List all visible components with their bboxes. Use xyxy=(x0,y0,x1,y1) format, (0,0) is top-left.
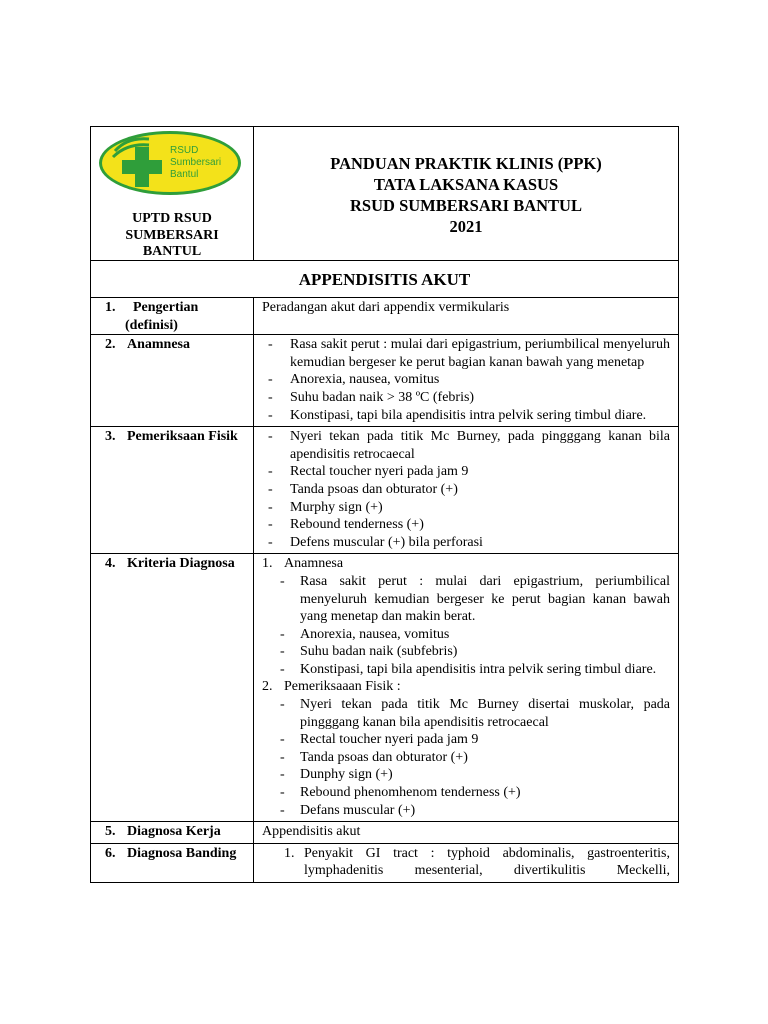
institution-line-1: UPTD RSUD xyxy=(132,211,212,226)
list-item: - Dunphy sign (+) xyxy=(262,766,670,784)
label-text: Diagnosa Kerja xyxy=(127,824,221,840)
group-heading-anamnesa xyxy=(262,555,670,573)
list-item: - Rectal toucher nyeri pada jam 9 xyxy=(262,463,670,481)
label-text: Diagnosa Banding xyxy=(127,845,237,861)
list-item: - Konstipasi, tapi bila apendisitis intra pelvik sering timbul diare. xyxy=(262,661,670,679)
list-item: - Rebound tenderness (+) xyxy=(262,516,670,534)
list-item: - Defans muscular (+) xyxy=(262,802,670,820)
label-text: Kriteria Diagnosa xyxy=(127,556,235,572)
title-line-2: TATA LAKSANA KASUS xyxy=(373,175,559,194)
list-item: - Suhu badan naik > 38 ºC (febris) xyxy=(262,389,670,407)
label-text: Anamnesa xyxy=(127,337,191,353)
document-page xyxy=(90,126,678,883)
row-number: 4. xyxy=(105,556,116,572)
logo-text-2: Sumbersari xyxy=(170,157,222,168)
list-item: - Rasa sakit perut : mulai dari epigastrium, periumbilical menyeluruh kemudian bergeser ke perut bagian kanan bawah yang menetap xyxy=(262,336,670,371)
list-item: - Rectal toucher nyeri pada jam 9 xyxy=(262,731,670,749)
row-number: 5. xyxy=(105,824,116,840)
row-pengertian xyxy=(91,298,679,335)
list-item: - Tanda psoas dan obturator (+) xyxy=(262,481,670,499)
list-item: - Defens muscular (+) bila perforasi xyxy=(262,534,670,552)
institution-line-2: SUMBERSARI xyxy=(125,227,219,243)
row-kriteria-diagnosa xyxy=(91,554,679,822)
list-item: - Suhu badan naik (subfebris) xyxy=(262,643,670,661)
institution-name xyxy=(91,211,253,261)
row-number: 3. xyxy=(105,429,116,445)
hospital-logo-icon xyxy=(97,129,243,197)
list-item: - Anorexia, nausea, vomitus xyxy=(262,371,670,389)
group-heading-pemeriksaan xyxy=(262,678,670,696)
row-diagnosa-kerja xyxy=(91,822,679,844)
list-item: - Tanda psoas dan obturator (+) xyxy=(262,749,670,767)
label-diagnosa-kerja xyxy=(91,822,254,844)
ppk-table xyxy=(90,126,679,883)
item-number: 1. xyxy=(284,845,295,861)
row-number: 6. xyxy=(105,845,116,861)
group-number: 1. xyxy=(262,556,273,572)
list-item: - Konstipasi, tapi bila apendisitis intra pelvik sering timbul diare. xyxy=(262,407,670,425)
list-item: - Anorexia, nausea, vomitus xyxy=(262,626,670,644)
item-text: Penyakit GI tract : typhoid abdominalis, gastroenteritis, lymphadenitis mesenterial, divertikulitis Meckelli, xyxy=(304,845,670,879)
label-anamnesa xyxy=(91,335,254,427)
institution-line-3: BANTUL xyxy=(142,244,202,259)
disease-title: APPENDISITIS AKUT xyxy=(91,261,679,298)
row-anamnesa xyxy=(91,335,679,427)
row-number: 2. xyxy=(105,337,116,353)
logo-text-1: RSUD xyxy=(170,145,199,156)
list-item: - Rebound phenomhenom tenderness (+) xyxy=(262,784,670,802)
value-diagnosa-banding xyxy=(254,843,679,882)
row-pemeriksaan-fisik xyxy=(91,427,679,554)
group-number: 2. xyxy=(262,679,273,695)
list-item: - Nyeri tekan pada titik Mc Burney disertai muskolar, pada pingggang kanan bila apendisitis retrocaecal xyxy=(262,696,670,731)
label-pemeriksaan-fisik xyxy=(91,427,254,554)
header-title-cell xyxy=(254,127,679,261)
header-left-cell xyxy=(91,127,254,261)
row-number: 1. xyxy=(105,300,116,315)
disease-title-row xyxy=(91,261,679,298)
value-kriteria-diagnosa xyxy=(254,554,679,822)
list-item: - Nyeri tekan pada titik Mc Burney, pada pingggang kanan bila apendisitis retrocaecal xyxy=(262,428,670,463)
group-title: Anamnesa xyxy=(284,556,344,572)
row-diagnosa-banding xyxy=(91,843,679,882)
title-line-1: PANDUAN PRAKTIK KLINIS (PPK) xyxy=(330,154,602,173)
label-diagnosa-banding xyxy=(91,843,254,882)
label-text: Pengertian xyxy=(133,300,199,315)
label-pengertian xyxy=(91,298,254,335)
header-row xyxy=(91,127,679,261)
value-anamnesa xyxy=(254,335,679,427)
logo-text-3: Bantul xyxy=(170,169,199,180)
value-pemeriksaan-fisik xyxy=(254,427,679,554)
value-diagnosa-kerja: Appendisitis akut xyxy=(254,822,679,844)
value-pengertian: Peradangan akut dari appendix vermikularis xyxy=(254,298,679,335)
label-text-2: (definisi) xyxy=(125,317,178,333)
list-item: - Murphy sign (+) xyxy=(262,499,670,517)
list-item: - Rasa sakit perut : mulai dari epigastrium, periumbilical menyeluruh kemudian bergeser ke perut bagian kanan bawah yang menetap dan makin berat. xyxy=(262,573,670,626)
list-item xyxy=(262,845,670,880)
title-line-3: RSUD SUMBERSARI BANTUL xyxy=(350,196,582,215)
label-kriteria-diagnosa xyxy=(91,554,254,822)
group-title: Pemeriksaaan Fisik : xyxy=(284,679,401,695)
title-line-4: 2021 xyxy=(449,217,483,236)
label-text: Pemeriksaan Fisik xyxy=(127,429,238,445)
